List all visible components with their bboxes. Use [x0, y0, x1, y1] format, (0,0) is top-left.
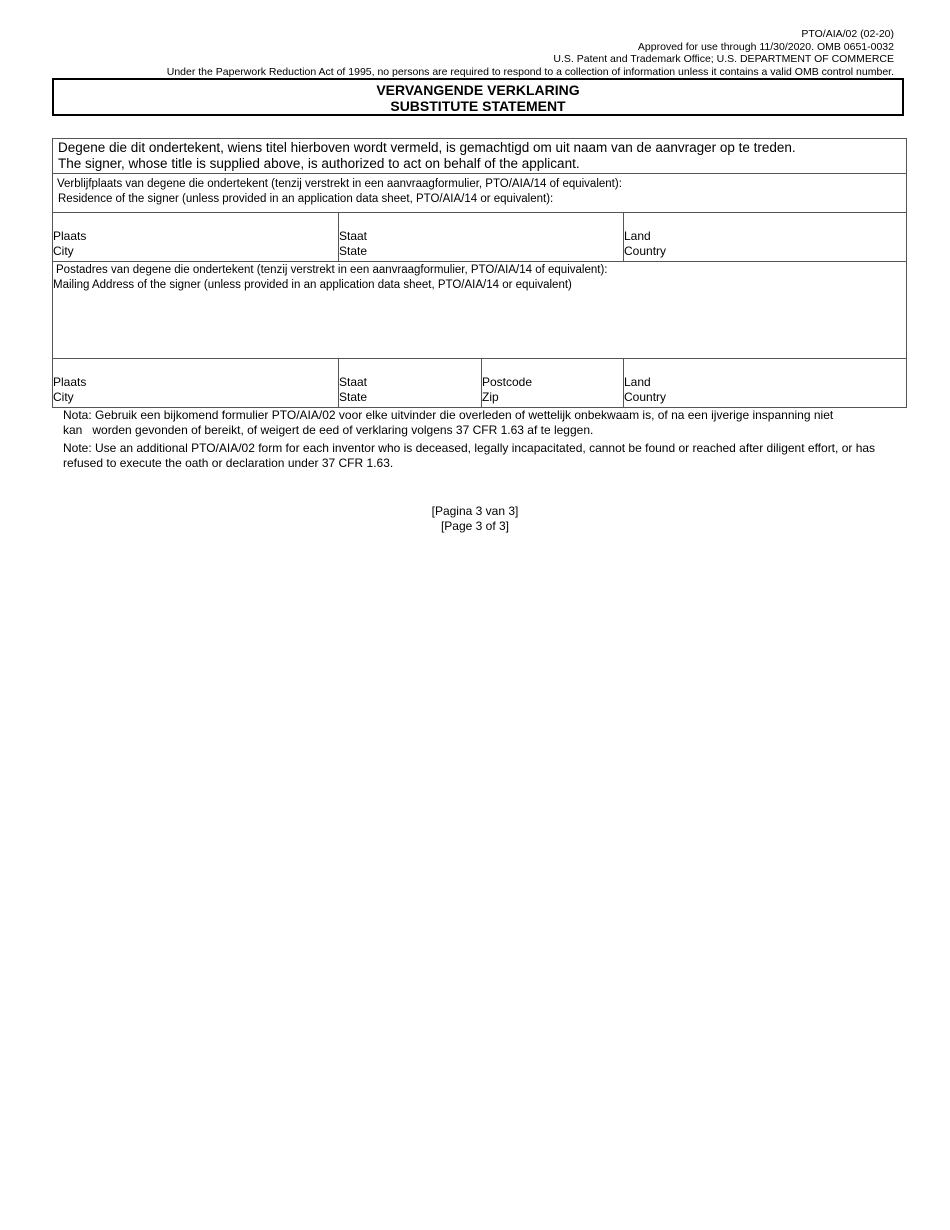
mailing-city-label-en: City: [53, 390, 74, 404]
note-english-line2: refused to execute the oath or declaration under 37 CFR 1.63.: [63, 456, 394, 470]
approval-line: Approved for use through 11/30/2020. OMB 0651-0032: [637, 40, 894, 53]
page-number: [0, 504, 950, 533]
mailing-zip-label-en: Zip: [482, 390, 499, 404]
mailing-state-label-nl: Staat: [339, 375, 368, 389]
mailing-city-label-nl: Plaats: [53, 375, 87, 389]
residence-country-label-nl: Land: [624, 229, 651, 243]
page-number-dutch: [Pagina 3 van 3]: [431, 504, 519, 518]
agency-line: U.S. Patent and Trademark Office; U.S. DEPARTMENT OF COMMERCE: [553, 53, 894, 65]
mailing-country-field[interactable]: [623, 359, 906, 407]
form-id: PTO/AIA/02 (02-20): [801, 28, 894, 40]
residence-city-field[interactable]: [53, 213, 338, 261]
note-dutch-line2: kan worden gevonden of bereikt, of weigert de eed of verklaring volgens 37 CFR 1.63 af te leggen.: [63, 423, 594, 437]
residence-heading-english: Residence of the signer (unless provided in an application data sheet, PTO/AIA/14 or equivalent):: [58, 193, 554, 205]
signer-form: [52, 138, 907, 408]
paperwork-notice: Under the Paperwork Reduction Act of 1995, no persons are required to respond to a collection of information unless it contains a valid OMB control number.: [166, 65, 894, 78]
mailing-state-field[interactable]: [338, 359, 481, 407]
note-english: [63, 441, 908, 471]
page-number-english: [Page 3 of 3]: [440, 518, 510, 533]
mailing-address-block[interactable]: [52, 262, 907, 359]
mailing-zip-field[interactable]: [481, 359, 623, 407]
note-dutch-line1: Nota: Gebruik een bijkomend formulier PTO/AIA/02 voor elke uitvinder die overleden of wettelijk onbekwaam is, of na een ijverige inspanning niet: [63, 408, 834, 422]
mailing-heading-dutch: Postadres van degene die ondertekent (tenzij verstrekt in een aanvraagformulier, PTO/AIA/14 of equivalent):: [56, 264, 608, 276]
authorization-statement: [52, 138, 907, 174]
residence-state-label-en: State: [339, 244, 368, 258]
form-notes: [63, 408, 908, 474]
mailing-country-label-en: Country: [624, 390, 667, 404]
residence-heading: [52, 174, 907, 213]
residence-city-label-en: City: [53, 244, 74, 258]
note-english-line1: Note: Use an additional PTO/AIA/02 form for each inventor who is deceased, legally incapacitated, cannot be found or reached after diligent effort, or has: [63, 441, 876, 455]
residence-heading-dutch: Verblijfplaats van degene die ondertekent (tenzij verstrekt in een aanvraagformulier, PTO/AIA/14 of equivalent):: [57, 178, 622, 190]
mailing-zip-label-nl: Postcode: [482, 375, 533, 389]
residence-country-field[interactable]: [623, 213, 906, 261]
mailing-heading-english: Mailing Address of the signer (unless provided in an application data sheet, PTO/AIA/14 or equivalent): [53, 279, 572, 291]
mailing-fields-row: [52, 359, 907, 408]
residence-state-field[interactable]: [338, 213, 623, 261]
title-english: SUBSTITUTE STATEMENT: [390, 98, 566, 114]
authorization-english: The signer, whose title is supplied above, is authorized to act on behalf of the applicant.: [58, 156, 580, 171]
form-header: [167, 28, 894, 78]
mailing-city-field[interactable]: [53, 359, 338, 407]
residence-fields-row: [52, 213, 907, 262]
residence-country-label-en: Country: [624, 244, 667, 258]
title-dutch: VERVANGENDE VERKLARING: [376, 82, 580, 98]
form-title: [52, 78, 904, 116]
mailing-country-label-nl: Land: [624, 375, 651, 389]
authorization-dutch: Degene die dit ondertekent, wiens titel hierboven wordt vermeld, is gemachtigd om uit naam van de aanvrager op te treden.: [58, 140, 796, 155]
mailing-state-label-en: State: [339, 390, 368, 404]
note-dutch: [63, 408, 908, 438]
residence-state-label-nl: Staat: [339, 229, 368, 243]
residence-city-label-nl: Plaats: [53, 229, 87, 243]
